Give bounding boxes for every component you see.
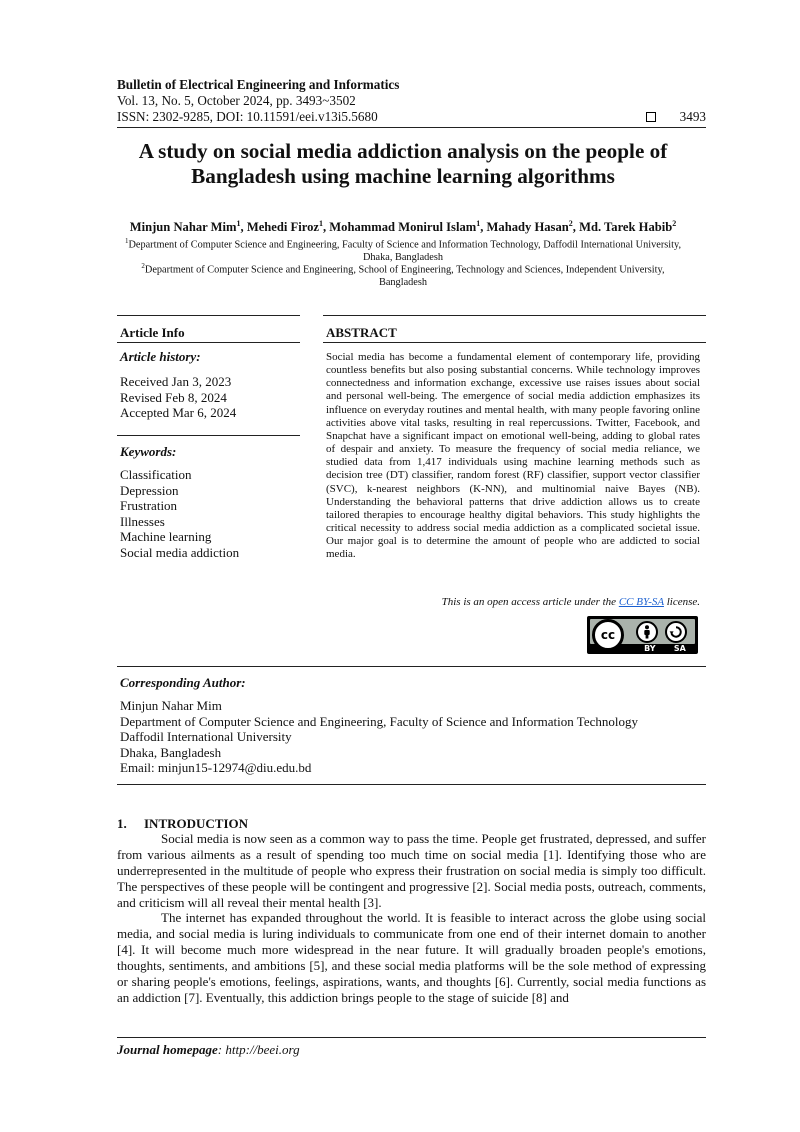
intro-paragraph-2: The internet has expanded throughout the world. It is feasible to interact across the globe using social media, and social media is luring individuals to communicate from one end of their internet domain to another [4]. It will become much more widespread in the near future. It will gradually broaden people's emotions, thoughts, sentiments, and ambitions [5], and these social media platforms will be the sole method of expressing or sharing people's emotions, feelings, aspirations, wants, and thoughts [6]. Currently, social media functions as an addiction [7]. Eventually, this addiction brings people to the stage of suicide [8] and	[117, 910, 706, 1006]
journal-homepage	[117, 1042, 300, 1058]
affiliation-text: Department of Computer Science and Engineering, Faculty of Science and Information Technology, Daffodil International University,	[128, 239, 682, 251]
license-prefix: This is an open access article under the	[441, 596, 617, 608]
square-icon	[646, 112, 656, 122]
abstract-heading: ABSTRACT	[326, 325, 397, 340]
badge-by-label: BY	[644, 644, 656, 653]
share-alike-arrow-icon	[669, 625, 683, 639]
keyword: Frustration	[120, 498, 178, 514]
homepage-url[interactable]: http://beei.org	[225, 1042, 300, 1057]
keyword-list	[120, 467, 239, 561]
corresponding-email[interactable]: Email: minjun15-12974@diu.edu.bd	[120, 760, 312, 775]
intro-heading	[117, 816, 248, 832]
affiliation-text: Bangladesh	[378, 277, 428, 289]
affiliation-text: Dhaka, Bangladesh	[362, 252, 444, 264]
page-number-group	[646, 109, 706, 125]
corresponding-heading: Corresponding Author:	[120, 675, 246, 690]
author-name: Md. Tarek Habib	[579, 220, 673, 235]
corresponding-dept: Department of Computer Science and Engineering, Faculty of Science and Information Technology	[120, 713, 638, 729]
license-suffix: license.	[666, 596, 700, 608]
cc-by-sa-link[interactable]: CC BY-SA	[618, 596, 664, 608]
corresponding-univ: Daffodil International University	[120, 729, 292, 744]
author-affiliation-mark: 1	[319, 219, 323, 228]
corresponding-city: Dhaka, Bangladesh	[120, 744, 222, 760]
title-line-2: Bangladesh using machine learning algorithms	[191, 164, 615, 188]
author-affiliation-mark: 1	[236, 219, 241, 228]
homepage-separator: :	[217, 1042, 223, 1057]
author-name: Mahady Hasan	[486, 220, 569, 235]
person-icon	[641, 625, 653, 639]
intro-top-divider	[117, 784, 706, 785]
license-statement	[326, 596, 700, 608]
affiliation-text: Department of Computer Science and Engineering, School of Engineering, Technology and Sciences, Independent University,	[144, 264, 665, 276]
revised-date: Revised Feb 8, 2024	[120, 389, 227, 405]
abstract-divider	[323, 342, 706, 343]
keyword: Illnesses	[120, 513, 165, 529]
keywords-divider	[117, 435, 300, 436]
author-name: Mehedi Firoz	[246, 220, 319, 235]
corresponding-name: Minjun Nahar Mim	[120, 698, 222, 713]
header-divider	[117, 127, 706, 128]
author-affiliation-mark: 1	[476, 219, 481, 228]
keywords-heading: Keywords:	[120, 444, 177, 459]
received-date: Received Jan 3, 2023	[120, 374, 232, 389]
creative-commons-icon: cc	[592, 619, 624, 651]
volume-info: Vol. 13, No. 5, October 2024, pp. 3493~3502	[117, 93, 356, 108]
title-line-1: A study on social media addiction analysis on the people of	[138, 139, 668, 163]
intro-paragraph-1: Social media is now seen as a common way to pass the time. People get frustrated, depressed, and suffer from various ailments as a result of spending too much time on social media [1]. Identifying those who are underrepresented in the multitude of people who express their frustration on social media is simply too difficult. The perspectives of these people will be contingent and progressive [2]. Social media posts, outreach, comments, and criticism will all reveal their mental health [3].	[117, 831, 706, 911]
issn-doi: ISSN: 2302-9285, DOI: 10.11591/eei.v13i5.5680	[117, 109, 378, 124]
keyword: Classification	[120, 467, 192, 482]
affiliation-number: 1	[124, 237, 129, 245]
affiliation-2	[112, 260, 694, 289]
corresponding-divider	[117, 666, 706, 667]
affiliation-number: 2	[141, 262, 145, 270]
keyword: Depression	[120, 482, 179, 498]
abstract-top-rule	[323, 315, 706, 316]
author-name: Minjun Nahar Mim	[129, 220, 237, 235]
section-title: INTRODUCTION	[144, 816, 249, 831]
keyword: Machine learning	[120, 529, 212, 545]
homepage-label: Journal homepage	[117, 1042, 218, 1057]
author-name: Mohammad Monirul Islam	[329, 220, 477, 235]
journal-name: Bulletin of Electrical Engineering and Informatics	[117, 77, 400, 92]
article-info-top-rule	[117, 315, 300, 316]
keyword: Social media addiction	[120, 544, 240, 560]
author-affiliation-mark: 2	[568, 219, 573, 228]
page-number: 3493	[679, 109, 706, 124]
article-info-heading: Article Info	[120, 325, 185, 340]
badge-sa-label: SA	[673, 644, 686, 653]
abstract-text: Social media has become a fundamental element of contemporary life, providing countless benefits but also posing substantial concerns. While technology improves connectedness and information exchange, excessive use raises issues about social and personal well-being. The emergence of social media addiction emphasizes its influence on everyday routines and mental health, with many people favoring online activities above vital tasks, resulting in real repercussions. Twitter, Facebook, and Snapchat have a significant impact on emotional well-being, adding to global rates of despair and anxiety. To measure the frequency of social media reliance, we studied data from 1,417 individuals using machine learning methods such as decision tree (DT) classifier, random forest (RF) classifier, support vector classifier (SVC), k-nearest neighbors (K-NN), and multinomial naive Bayes (NB). Understanding the behavioral patterns that drive addiction allows us to create tailored therapies to encourage healthy digital behaviors. This study highlights the critical necessity to address social media addiction as a complicated societal issue. Our major goal is to determine the amount of people who are addicted to social media.	[326, 351, 700, 561]
corresponding-details	[120, 698, 638, 776]
footer-divider	[117, 1037, 706, 1038]
accepted-date: Accepted Mar 6, 2024	[120, 405, 237, 420]
author-list: Minjun Nahar Mim$^1$, Mehedi Firoz$^1$, Mohammad Monirul Islam$^1$, Mahady Hasan$^2$, Md. Tarek Habib$^2$	[129, 219, 677, 235]
badge-label-row	[635, 644, 695, 654]
section-number: 1.	[117, 816, 127, 831]
paper-title	[120, 139, 686, 189]
attribution-person-icon	[636, 621, 658, 643]
article-info-divider	[117, 342, 300, 343]
cc-by-sa-badge[interactable]	[587, 616, 698, 654]
author-affiliation-mark: 2	[672, 219, 677, 228]
share-alike-icon	[665, 621, 687, 643]
article-history-heading: Article history:	[120, 349, 201, 364]
